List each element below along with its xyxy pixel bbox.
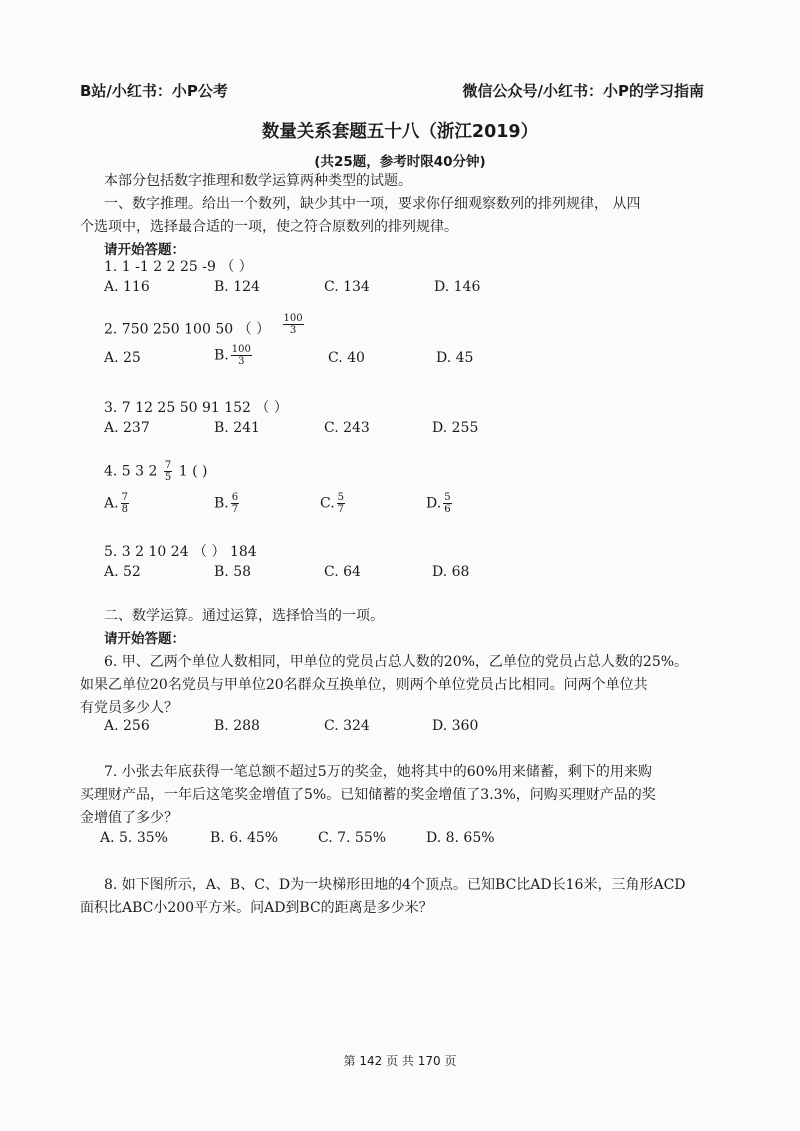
q6-option-c[interactable]: C. 324: [324, 718, 370, 734]
q6-option-b[interactable]: B. 288: [214, 718, 260, 734]
q7-line2: 买理财产品，一年后这笔奖金增值了5%。已知储蓄的奖金增值了3.3%，问购买理财产品的奖: [80, 787, 656, 803]
q4-stem-denominator: 5: [164, 472, 172, 483]
q6-option-a[interactable]: A. 256: [104, 718, 150, 734]
q7-line1: 7. 小张去年底获得一笔总额不超过5万的奖金，她将其中的60%用来储蓄，剩下的用来购: [104, 764, 652, 780]
q7-line3: 金增值了多少？: [80, 810, 178, 826]
q1-stem: 1. 1 -1 2 2 25 -9 （ ）: [104, 259, 253, 275]
q2-stem-fraction: [283, 313, 304, 336]
q7-option-a[interactable]: A. 5. 35%: [100, 830, 168, 846]
q4-option-c-denominator: 7: [337, 504, 345, 515]
q2-option-b[interactable]: [214, 344, 254, 367]
section2-start: 请开始答题：: [104, 631, 185, 647]
q1-option-b[interactable]: B. 124: [214, 279, 260, 295]
q8-line2: 面积比ABC小200平方米。问AD到BC的距离是多少米？: [80, 900, 433, 916]
q4-stem-fraction: [164, 460, 172, 483]
q2-option-b-denominator: 3: [238, 356, 245, 367]
q5-option-c[interactable]: C. 64: [324, 564, 361, 580]
q4-option-a-denominator: 8: [121, 504, 128, 515]
q6-line1: 6. 甲、乙两个单位人数相同，甲单位的党员占总人数的20%，乙单位的党员占总人数的25%。: [104, 654, 689, 670]
q4-option-a-fraction: [121, 492, 129, 515]
q2-option-a[interactable]: A. 25: [104, 350, 141, 366]
q8-line1: 8. 如下图所示，A、B、C、D为一块梯形田地的4个顶点。已知BC比AD长16米，三角形ACD: [104, 877, 686, 893]
intro-text: 本部分包括数字推理和数学运算两种类型的试题。: [104, 173, 412, 189]
q4-stem-prefix: 4. 5 3 2: [104, 463, 158, 480]
q4-option-a-numerator: 7: [121, 492, 128, 503]
q2-stem-text: 2. 750 250 100 50 （ ）: [104, 321, 271, 338]
q1-option-a[interactable]: A. 116: [104, 279, 150, 295]
q7-option-b[interactable]: B. 6. 45%: [210, 830, 279, 846]
q4-stem-suffix: 1 ( ): [178, 463, 208, 480]
page-footer: 第 142 页 共 170 页: [343, 1054, 457, 1068]
q4-option-b-fraction: [231, 492, 239, 515]
section1-desc-line2: 个选项中，选择最合适的一项，使之符合原数列的排列规律。: [80, 219, 458, 235]
q4-option-c-prefix: C.: [320, 495, 335, 512]
q5-option-b[interactable]: B. 58: [214, 564, 252, 580]
q4-option-b-numerator: 6: [231, 492, 239, 503]
q3-option-d[interactable]: D. 255: [432, 420, 479, 436]
q4-option-d-fraction: [443, 492, 451, 515]
q5-stem: 5. 3 2 10 24 （ ） 184: [104, 544, 257, 560]
q2-stem-fraction-numerator: 100: [283, 313, 303, 324]
header-left: B站/小红书：小P公考: [80, 82, 228, 100]
q7-option-d[interactable]: D. 8. 65%: [426, 830, 495, 846]
q4-option-b-prefix: B.: [214, 495, 229, 512]
q3-option-a[interactable]: A. 237: [104, 420, 150, 436]
q4-option-c[interactable]: [320, 492, 347, 515]
q4-option-d-denominator: 6: [444, 504, 451, 515]
q4-option-c-fraction: [337, 492, 345, 515]
q4-option-d-prefix: D.: [426, 495, 442, 512]
q5-option-a[interactable]: A. 52: [104, 564, 141, 580]
q6-line2: 如果乙单位20名党员与甲单位20名群众互换单位，则两个单位党员占比相同。问两个单位共: [80, 677, 648, 693]
q4-option-a-prefix: A.: [104, 495, 119, 512]
q3-option-b[interactable]: B. 241: [214, 420, 260, 436]
q3-stem: 3. 7 12 25 50 91 152 （ ）: [104, 400, 288, 416]
q1-option-c[interactable]: C. 134: [324, 279, 370, 295]
q4-option-b-denominator: 7: [231, 504, 239, 515]
q2-option-b-fraction: [231, 344, 252, 367]
q4-option-d-numerator: 5: [444, 492, 451, 503]
header-right: 微信公众号/小红书：小P的学习指南: [462, 82, 704, 100]
section2-desc: 二、数学运算。通过运算，选择恰当的一项。: [104, 608, 384, 624]
section1-desc-line1: 一、数字推理。给出一个数列，缺少其中一项，要求你仔细观察数列的排列规律， 从四: [104, 196, 641, 212]
q2-option-c[interactable]: C. 40: [328, 350, 365, 366]
section1-start: 请开始答题：: [104, 242, 185, 258]
q6-line3: 有党员多少人？: [80, 700, 178, 716]
q1-option-d[interactable]: D. 146: [434, 279, 481, 295]
q2-option-b-numerator: 100: [231, 344, 251, 355]
q4-option-b[interactable]: [214, 492, 241, 515]
q2-stem: [104, 313, 306, 341]
page-subtitle: (共25题，参考时限40分钟): [314, 154, 486, 170]
q2-stem-fraction-denominator: 3: [289, 325, 297, 336]
q2-option-d[interactable]: D. 45: [436, 350, 474, 366]
q5-option-d[interactable]: D. 68: [432, 564, 470, 580]
q4-option-c-numerator: 5: [337, 492, 345, 503]
q4-option-a[interactable]: [104, 492, 131, 515]
q2-option-b-prefix: B.: [214, 347, 229, 364]
q4-option-d[interactable]: [426, 492, 454, 515]
q6-option-d[interactable]: D. 360: [432, 718, 479, 734]
q3-option-c[interactable]: C. 243: [324, 420, 370, 436]
q4-stem-numerator: 7: [164, 460, 172, 471]
q7-option-c[interactable]: C. 7. 55%: [318, 830, 387, 846]
page-title: 数量关系套题五十八（浙江2019）: [261, 122, 539, 142]
q4-stem: [104, 460, 207, 483]
